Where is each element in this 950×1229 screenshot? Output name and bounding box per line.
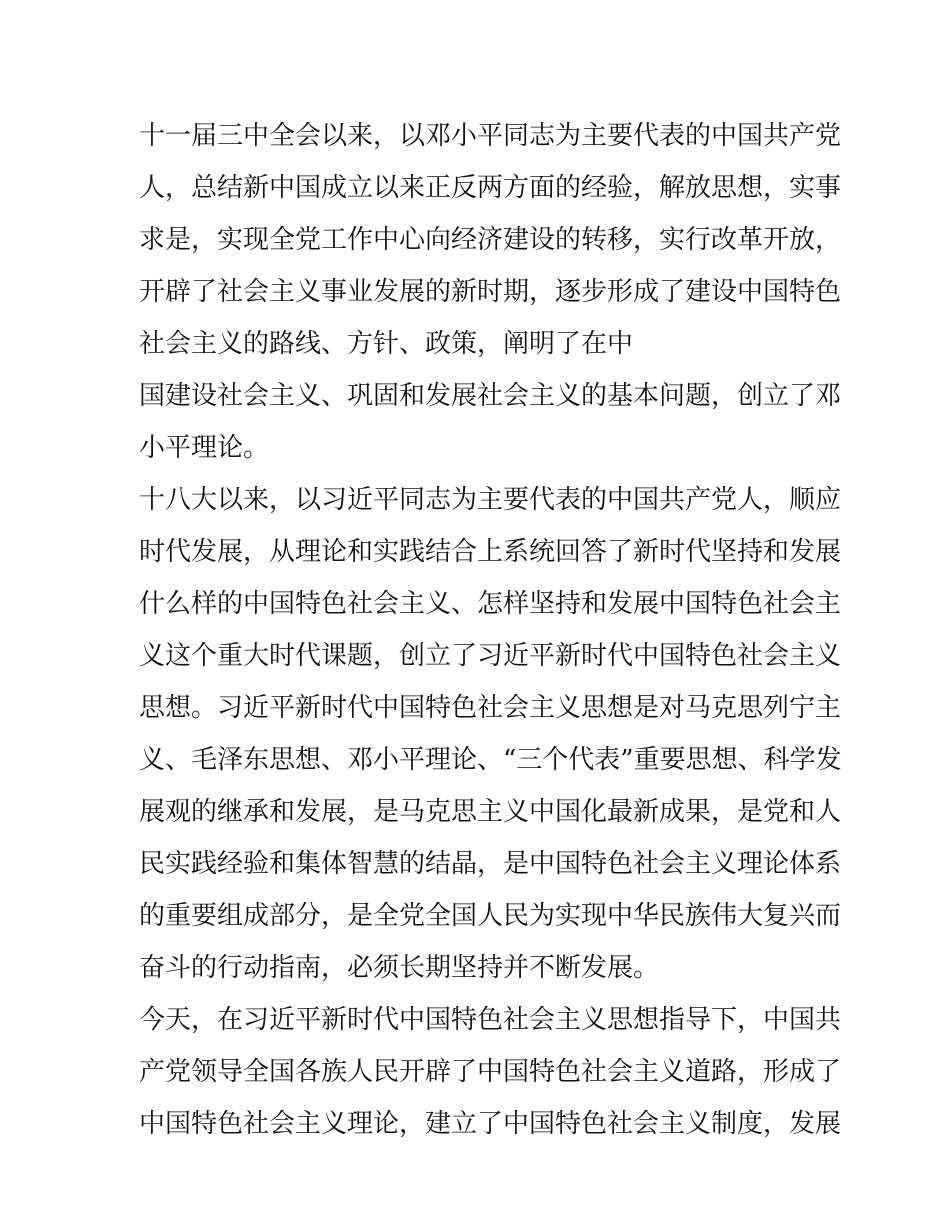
paragraph-xi-jinping-thought bbox=[139, 474, 842, 994]
text-line: 奋斗的行动指南，必须长期坚持并不断发展。 bbox=[139, 953, 660, 983]
text-line: 民实践经验和集体智慧的结晶，是中国特色社会主义理论体系 bbox=[139, 849, 842, 879]
text-line: 中国特色社会主义理论，建立了中国特色社会主义制度，发展 bbox=[139, 1109, 842, 1139]
text-line: 开辟了社会主义事业发展的新时期，逐步形成了建设中国特色 bbox=[139, 277, 842, 307]
paragraph-deng-xiaoping-theory bbox=[139, 110, 842, 370]
text-line: 今天，在习近平新时代中国特色社会主义思想指导下，中国共 bbox=[139, 1005, 842, 1035]
text-line: 义这个重大时代课题，创立了习近平新时代中国特色社会主义 bbox=[139, 641, 842, 671]
text-line: 思想。习近平新时代中国特色社会主义思想是对马克思列宁主 bbox=[139, 693, 842, 723]
text-line: 的重要组成部分，是全党全国人民为实现中华民族伟大复兴而 bbox=[139, 901, 842, 931]
text-line: 小平理论。 bbox=[139, 433, 270, 463]
paragraph-today bbox=[139, 994, 842, 1150]
text-line: 十一届三中全会以来，以邓小平同志为主要代表的中国共产党 bbox=[139, 121, 842, 151]
text-line: 什么样的中国特色社会主义、怎样坚持和发展中国特色社会主 bbox=[139, 589, 842, 619]
text-line: 国建设社会主义、巩固和发展社会主义的基本问题，创立了邓 bbox=[139, 381, 842, 411]
text-line: 义、毛泽东思想、邓小平理论、“三个代表”重要思想、科学发 bbox=[139, 745, 842, 775]
text-line: 人，总结新中国成立以来正反两方面的经验，解放思想，实事 bbox=[139, 173, 842, 203]
paragraph-deng-xiaoping-theory-continued bbox=[139, 370, 842, 474]
text-line: 产党领导全国各族人民开辟了中国特色社会主义道路，形成了 bbox=[139, 1057, 842, 1087]
text-line: 时代发展，从理论和实践结合上系统回答了新时代坚持和发展 bbox=[139, 537, 842, 567]
text-line: 展观的继承和发展，是马克思主义中国化最新成果，是党和人 bbox=[139, 797, 842, 827]
text-line: 社会主义的路线、方针、政策，阐明了在中 bbox=[139, 329, 634, 359]
text-line: 十八大以来，以习近平同志为主要代表的中国共产党人，顺应 bbox=[139, 485, 842, 515]
text-line: 求是，实现全党工作中心向经济建设的转移，实行改革开放， bbox=[139, 225, 842, 255]
document-body bbox=[139, 110, 842, 1150]
